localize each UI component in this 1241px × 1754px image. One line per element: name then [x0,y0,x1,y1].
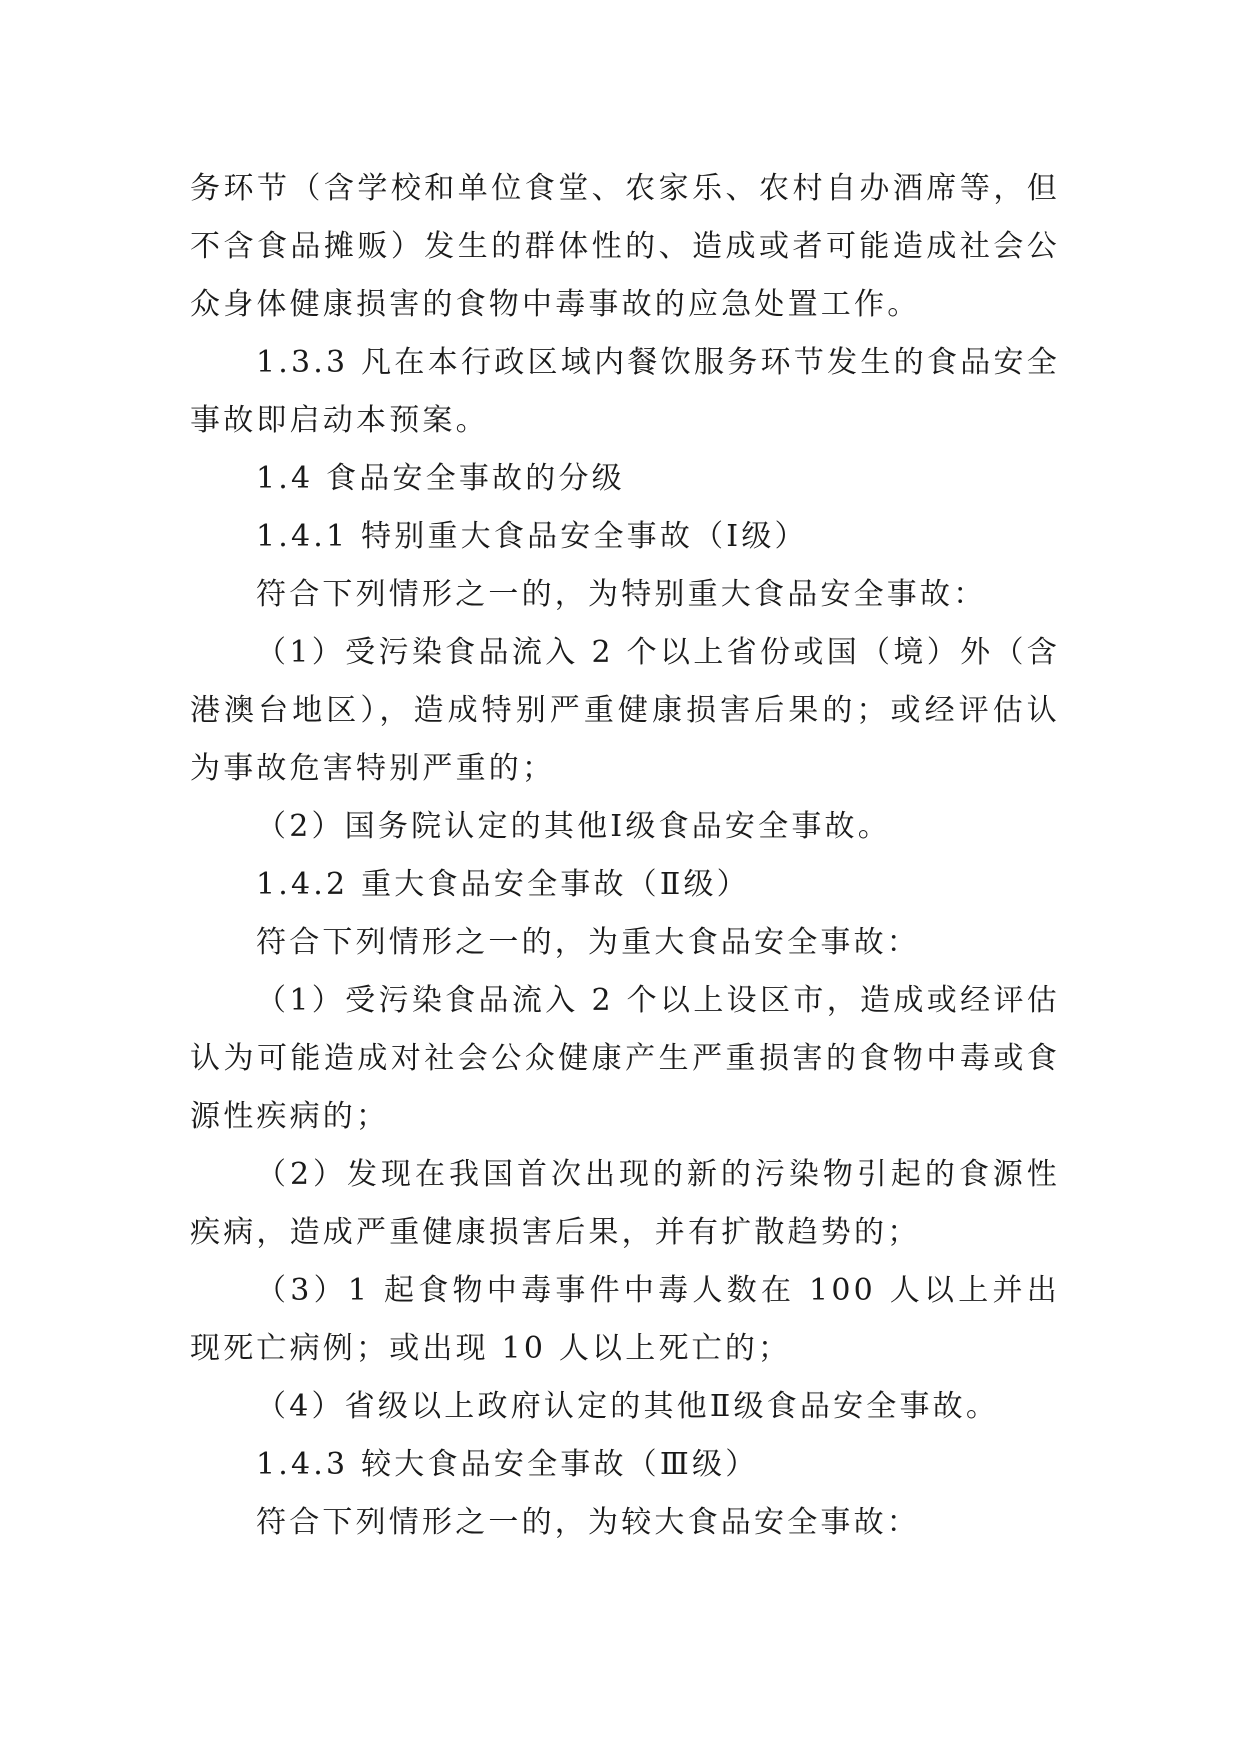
heading-1-4-2: 1.4.2 重大食品安全事故（Ⅱ级） [256,867,750,902]
paragraph-level-2-item-2: （2）发现在我国首次出现的新的污染物引起的食源性疾病，造成严重健康损害后果，并有扩散趋势的； [190,1157,1060,1250]
paragraph-level-2-intro: 符合下列情形之一的，为重大食品安全事故： [256,925,920,960]
paragraph-level-2-item-1: （1）受污染食品流入 2 个以上设区市，造成或经评估认为可能造成对社会公众健康产生严重损害的食物中毒或食源性疾病的； [190,983,1060,1134]
paragraph-level-1-intro: 符合下列情形之一的，为特别重大食品安全事故： [256,577,987,612]
paragraph-scope-continued: 务环节（含学校和单位食堂、农家乐、农村自办酒席等，但不含食品摊贩）发生的群体性的、造成或者可能造成社会公众身体健康损害的食物中毒事故的应急处置工作。 [190,171,1060,322]
paragraph-level-2-item-3: （3）1 起食物中毒事件中毒人数在 100 人以上并出现死亡病例；或出现 10 人以上死亡的； [190,1273,1060,1366]
paragraph-level-1-item-2: （2）国务院认定的其他Ⅰ级食品安全事故。 [256,809,891,844]
heading-1-4-1: 1.4.1 特别重大食品安全事故（Ⅰ级） [256,519,808,554]
paragraph-level-1-item-1: （1）受污染食品流入 2 个以上省份或国（境）外（含港澳台地区），造成特别严重健康损害后果的；或经评估认为事故危害特别严重的； [190,635,1060,786]
paragraph-1-3-3: 1.3.3 凡在本行政区域内餐饮服务环节发生的食品安全事故即启动本预案。 [190,345,1060,438]
document-body [190,160,1060,1552]
paragraph-level-3-intro: 符合下列情形之一的，为较大食品安全事故： [256,1505,920,1540]
paragraph-level-2-item-4: （4）省级以上政府认定的其他Ⅱ级食品安全事故。 [256,1389,1000,1424]
heading-1-4: 1.4 食品安全事故的分级 [256,461,625,496]
heading-1-4-3: 1.4.3 较大食品安全事故（Ⅲ级） [256,1447,759,1482]
